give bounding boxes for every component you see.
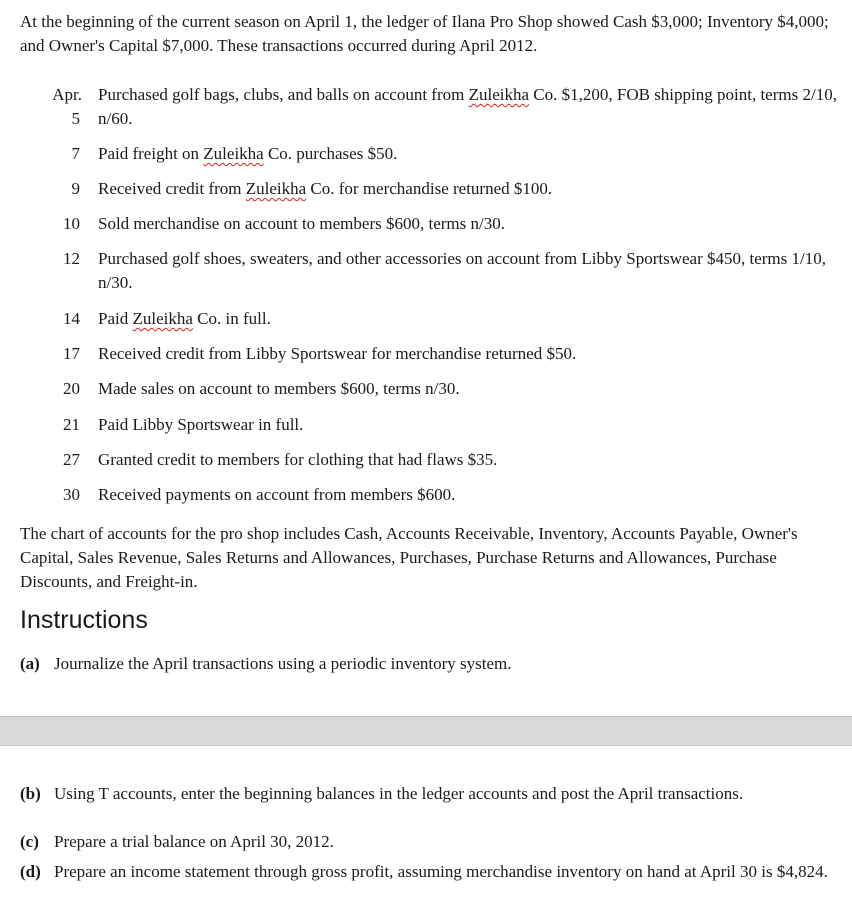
transaction-text: Paid Libby Sportswear in full. [98,415,304,434]
transaction-text: Received credit from Libby Sportswear for merchandise returned $50. [98,344,577,363]
month-label: Apr. [52,85,82,104]
intro-paragraph: At the beginning of the current season on April 1, the ledger of Ilana Pro Shop showed Cash $3,000; Inventory $4,000; and Owner's Capital $7,000. These transactions occurred during April 2012. [20,12,829,55]
transaction-text: Received credit from Zuleikha Co. for merchandise returned $100. [98,179,553,198]
instructions-heading: Instructions [20,606,148,634]
instruction-label: (b) [20,784,41,803]
chart-of-accounts-paragraph: The chart of accounts for the pro shop includes Cash, Accounts Receivable, Inventory, Accounts Payable, Owner's Capital, Sales Revenue, Sales Returns and Allowances, Purchases, Purchase Returns and Allowances, Purchase Discounts, and Freight-in. [20,524,798,591]
transaction-text: Paid freight on Zuleikha Co. purchases $50. [98,144,398,163]
spellcheck-word: Zuleikha [245,179,307,198]
transaction-day: 12 [63,249,80,268]
transaction-day: 20 [63,379,80,398]
transaction-day: 30 [63,485,80,504]
instruction-label: (a) [20,654,40,673]
transaction-day: 21 [63,415,80,434]
transaction-day: 9 [71,179,80,198]
instruction-label: (d) [20,862,41,881]
instruction-text: Prepare an income statement through gross profit, assuming merchandise inventory on hand at April 30 is $4,824. [54,862,828,881]
instruction-text: Journalize the April transactions using a periodic inventory system. [54,654,512,673]
spellcheck-word: Zuleikha [132,309,193,328]
instruction-text: Using T accounts, enter the beginning balances in the ledger accounts and post the April transactions. [54,784,744,803]
transaction-text: Sold merchandise on account to members $600, terms n/30. [98,214,505,233]
transaction-text: Purchased golf shoes, sweaters, and other accessories on account from Libby Sportswear $450, terms 1/10, n/30. [98,249,826,292]
transaction-text: Purchased golf bags, clubs, and balls on account from Zuleikha Co. $1,200, FOB shipping point, terms 2/10, n/60. [98,85,837,128]
transaction-day: 10 [63,214,80,233]
instruction-text: Prepare a trial balance on April 30, 2012. [54,832,334,851]
spellcheck-word: Zuleikha [203,144,264,163]
transaction-day: 27 [63,450,80,469]
transaction-day: 17 [63,344,80,363]
page-divider [0,716,852,746]
transaction-day: 5 [71,109,80,128]
spellcheck-word: Zuleikha [468,85,530,104]
transaction-text: Received payments on account from members $600. [98,485,456,504]
transaction-text: Made sales on account to members $600, terms n/30. [98,379,460,398]
transaction-text: Granted credit to members for clothing that had flaws $35. [98,450,498,469]
transaction-day: 7 [71,144,80,163]
instruction-label: (c) [20,832,39,851]
transaction-text: Paid Zuleikha Co. in full. [98,309,271,328]
transaction-day: 14 [63,309,80,328]
